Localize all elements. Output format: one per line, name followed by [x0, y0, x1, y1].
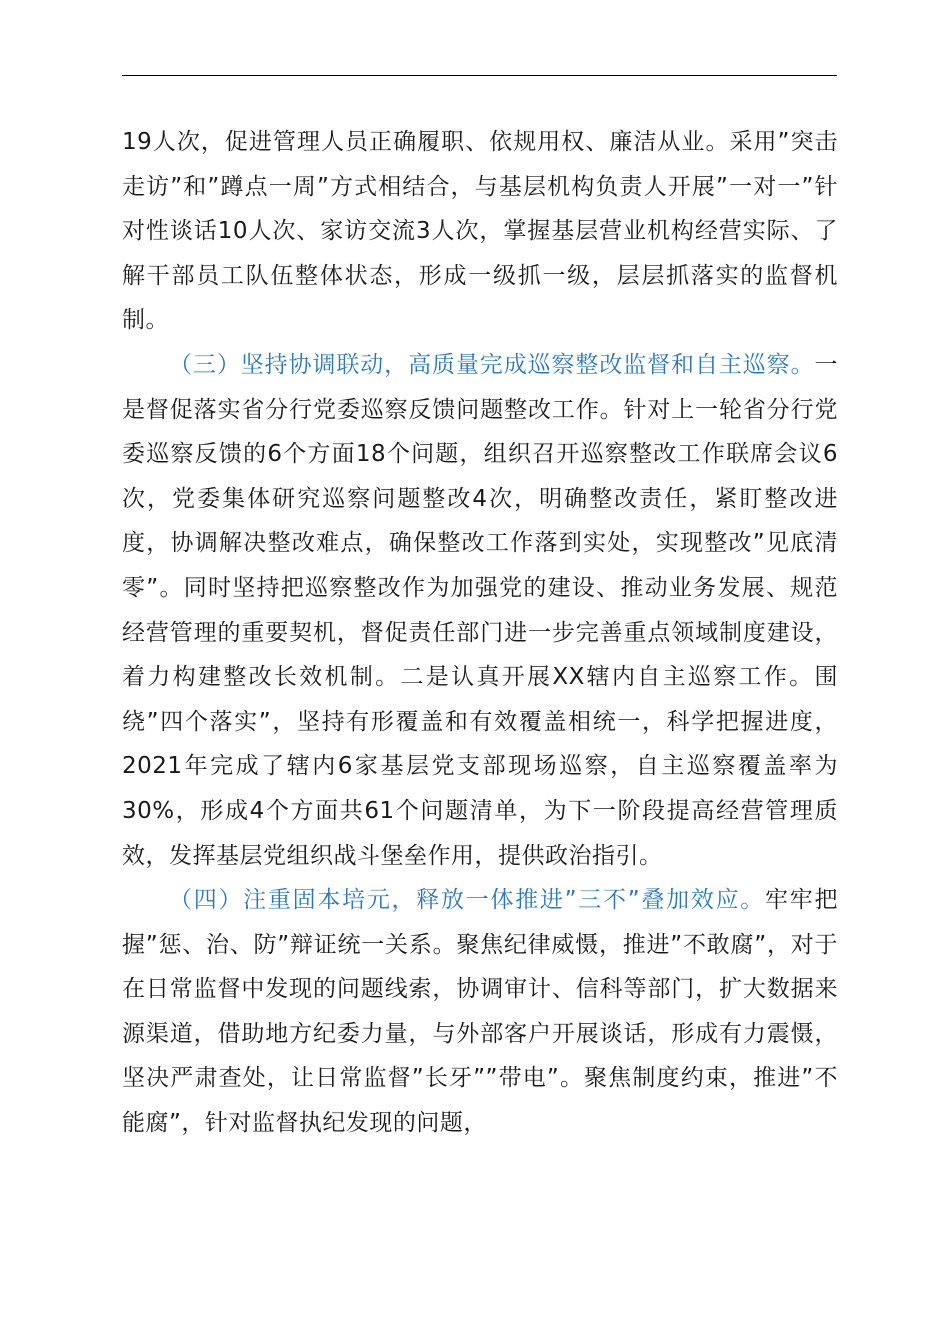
paragraph-3 [122, 878, 838, 1146]
paragraph-1-text: 19人次，促进管理人员正确履职、依规用权、廉洁从业。采用”突击走访”和”蹲点一周”方式相结合，与基层机构负责人开展”一对一”针对性谈话10人次、家访交流3人次，掌握基层营业机构经营实际、了解干部员工队伍整体状态，形成一级抓一级，层层抓落实的监督机制。 [122, 129, 838, 334]
paragraph-2-text: 一是督促落实省分行党委巡察反馈问题整改工作。针对上一轮省分行党委巡察反馈的6个方面18个问题，组织召开巡察整改工作联席会议6次，党委集体研究巡察问题整改4次，明确整改责任，紧盯整改进度，协调解决整改难点，确保整改工作落到实处，实现整改”见底清零”。同时坚持把巡察整改作为加强党的建设、推动业务发展、规范经营管理的重要契机，督促责任部门进一步完善重点领域制度建设，着力构建整改长效机制。二是认真开展XX辖内自主巡察工作。围绕”四个落实”，坚持有形覆盖和有效覆盖相统一，科学把握进度，2021年完成了辖内6家基层党支部现场巡察，自主巡察覆盖率为30%，形成4个方面共61个问题清单，为下一阶段提高经营管理质效，发挥基层党组织战斗堡垒作用，提供政治指引。 [122, 351, 838, 869]
section-heading-3: （三）坚持协调联动，高质量完成巡察整改监督和自主巡察。 [169, 351, 815, 378]
document-body [122, 120, 838, 1146]
paragraph-2 [122, 343, 838, 878]
paragraph-1 [122, 120, 838, 343]
paragraph-3-text: 牢牢把握”惩、治、防”辩证统一关系。聚焦纪律威慑，推进”不敢腐”，对于在日常监督中发现的问题线索，协调审计、信科等部门，扩大数据来源渠道，借助地方纪委力量，与外部客户开展谈话，形成有力震慑，坚决严肃查处，让日常监督”长牙””带电”。聚焦制度约束，推进”不能腐”，针对监督执纪发现的问题， [122, 887, 838, 1137]
header-rule [122, 75, 837, 76]
section-heading-4: （四）注重固本培元，释放一体推进”三不”叠加效应。 [169, 887, 766, 914]
